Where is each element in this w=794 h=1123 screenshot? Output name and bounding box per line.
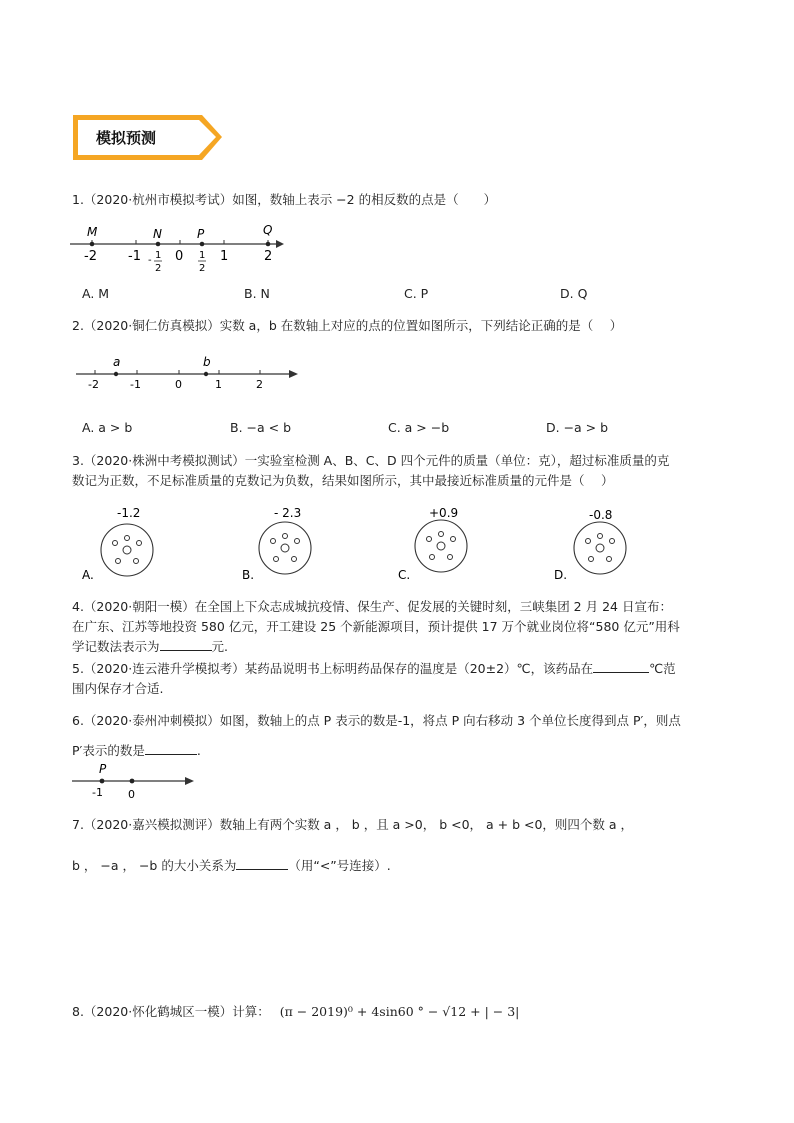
q6-tick-0: 0 [128,788,135,800]
q6-text-line1: 6.（2020·泰州冲刺模拟）如图，数轴上的点 P 表示的数是-1，将点 P 向右移动 3 个单位长度得到点 P′，则点 [72,713,681,728]
q3-component-d [552,502,652,586]
q2-text: 2.（2020·铜仁仿真模拟）实数 a，b 在数轴上对应的点的位置如图所示，下列结论正确的是（ ） [72,318,623,333]
q2-label-b: b [203,355,211,369]
q1-point-P [200,242,205,247]
q6-label-P: P [99,762,107,776]
q3-value-b: - 2.3 [274,506,302,520]
q1-point-M [90,242,95,247]
q8-text: 8.（2020·怀化鹤城区一模）计算： [72,1004,270,1019]
q7-text-line2-end: （用“<”号连接）. [288,858,391,873]
q1-number-line [70,222,300,282]
q3-label-d: D. [554,568,568,582]
q1-label-N: N [153,227,162,241]
q2-tick-0: 0 [175,378,182,391]
q2-tick--1: -1 [130,378,141,391]
q4-text-line3-end: 元. [211,639,228,654]
q7-text-line2 [72,856,732,876]
q1-text: 1.（2020·杭州市模拟考试）如图，数轴上表示 −2 的相反数的点是（ ） [72,192,497,207]
q2-option-a[interactable]: A. a > b [82,420,133,435]
q1-label-P: P [197,227,205,241]
q1-label-Q: Q [263,223,273,237]
q5-text-line1-end: ℃范 [649,661,676,676]
q3-text-line2: 数记为正数，不足标准质量的克数记为负数，结果如图所示，其中最接近标准质量的元件是（ ） [72,473,614,488]
q1-frac-pos-num: 1 [199,250,206,261]
q1-frac-neg-den: 2 [155,263,162,274]
q6-answer-blank[interactable] [145,742,197,755]
q1-option-b[interactable]: B. N [244,286,270,301]
q4-text-line1: 4.（2020·朝阳一模）在全国上下众志成城抗疫情、保生产、促发展的关键时刻，三峡集团 2 月 24 日宣布： [72,599,672,614]
q2-label-a: a [113,355,121,369]
q6-text-line2-end: . [196,743,201,758]
q1-label-M: M [87,225,98,239]
q6-text-line2 [72,741,732,761]
q2-tick-2: 2 [256,378,263,391]
q6-point-P [100,779,105,784]
q2-number-line [74,352,304,392]
q3-component-c [396,502,496,586]
q1-option-d[interactable]: D. Q [560,286,588,301]
q5-answer-blank[interactable] [593,660,649,673]
q8-expression: (π − 2019)⁰ + 4sin60 ° − √12 + | − 3| [279,1004,520,1019]
q2-tick--2: -2 [88,378,99,391]
q1-tick-2: 2 [264,249,273,264]
q6-point-zero [130,779,135,784]
q7-text-line1: 7.（2020·嘉兴模拟测评）数轴上有两个实数 a ， b ，且 a >0， b <0， a + b <0，则四个数 a ， [72,817,634,832]
q3-value-c: +0.9 [429,506,459,520]
section-tag [72,114,222,160]
q1-option-c[interactable]: C. P [404,286,429,301]
q1-tick-0: 0 [175,249,184,264]
q2-tick-1: 1 [215,378,222,391]
q3-value-a: -1.2 [117,506,141,520]
q1-option-a[interactable]: A. M [82,286,110,301]
q3-text-line1: 3.（2020·株洲中考模拟测试）一实验室检测 A、B、C、D 四个元件的质量（单位：克），超过标准质量的克 [72,453,670,468]
q3-label-c: C. [398,568,411,582]
q6-text-line2-start: P′表示的数是 [72,743,145,758]
q6-number-line [70,760,200,800]
q2-option-c[interactable]: C. a > −b [388,420,450,435]
q7-text-line2-start: b ， −a ， −b 的大小关系为 [72,858,237,873]
q5-text-line2: 围内保存才合适. [72,681,164,696]
q3-component-a [80,502,180,586]
q1-tick-1: 1 [220,249,229,264]
q1-point-N [156,242,161,247]
q1-frac-pos-den: 2 [199,263,206,274]
q4-text-line3-start: 学记数法表示为 [72,639,160,654]
q3-label-b: B. [242,568,255,582]
q4-answer-blank[interactable] [160,638,212,651]
q1-frac-neg-num: 1 [155,250,162,261]
q1-tick--2: -2 [84,249,97,264]
q2-point-a [114,372,118,376]
q5-text-line1-start: 5.（2020·连云港升学模拟考）某药品说明书上标明药品保存的温度是（20±2）℃，该药品在 [72,661,594,676]
q2-point-b [204,372,208,376]
q3-label-a: A. [82,568,94,582]
q3-component-b [240,502,340,586]
q4-text-line2: 在广东、江苏等地投资 580 亿元，开工建设 25 个新能源项目，预计提供 17 万个就业岗位将“580 亿元”用科 [72,619,680,634]
q8-line [72,1002,732,1022]
q6-tick--1: -1 [92,786,103,799]
q5-text-line1 [72,659,732,679]
q7-answer-blank[interactable] [236,857,288,870]
q1-tick--1: -1 [128,249,141,264]
q1-frac-minus: - [148,255,152,266]
q2-option-d[interactable]: D. −a > b [546,420,609,435]
q4-text-line3 [72,637,732,657]
q3-value-d: -0.8 [589,508,613,522]
q2-option-b[interactable]: B. −a < b [230,420,292,435]
q1-point-Q [266,242,271,247]
section-title: 模拟预测 [96,129,157,147]
